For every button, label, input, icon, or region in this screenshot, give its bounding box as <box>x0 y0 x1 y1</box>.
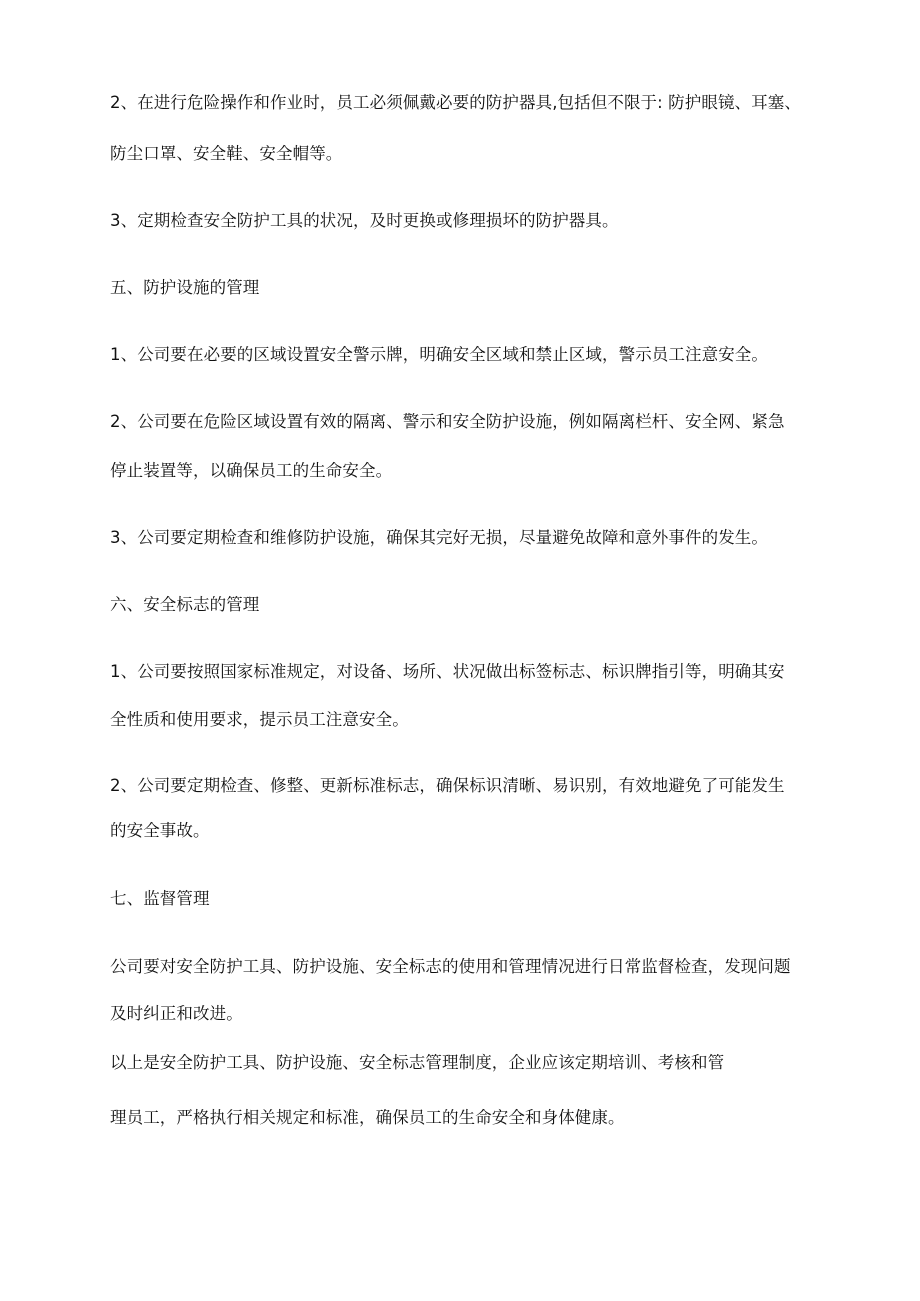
text-line: 全性质和使用要求，提示员工注意安全。 <box>110 710 409 729</box>
text-line: 的安全事故。 <box>110 821 210 840</box>
section-heading: 六、安全标志的管理 <box>110 595 260 614</box>
text-line: 3、公司要定期检查和维修防护设施，确保其完好无损，尽量避免故障和意外事件的发生。 <box>110 528 768 547</box>
text-line: 1、公司要按照国家标准规定，对设备、场所、状况做出标签标志、标识牌指引等，明确其安 <box>110 662 785 681</box>
text-line: 理员工，严格执行相关规定和标准，确保员工的生命安全和身体健康。 <box>110 1108 625 1127</box>
text-line: 公司要对安全防护工具、防护设施、安全标志的使用和管理情况进行日常监督检查，发现问题 <box>110 957 791 976</box>
text-line: 3、定期检查安全防护工具的状况，及时更换或修理损坏的防护器具。 <box>110 211 619 230</box>
text-line: 2、在进行危险操作和作业时，员工必须佩戴必要的防护器具,包括但不限于: 防护眼镜、耳塞、 <box>110 93 801 112</box>
text-line: 停止装置等，以确保员工的生命安全。 <box>110 461 393 480</box>
section-heading: 七、监督管理 <box>110 889 210 908</box>
text-line: 及时纠正和改进。 <box>110 1004 243 1023</box>
section-heading: 五、防护设施的管理 <box>110 278 260 297</box>
text-line: 2、公司要定期检查、修整、更新标准标志，确保标识清晰、易识别，有效地避免了可能发生 <box>110 776 785 795</box>
text-line: 1、公司要在必要的区域设置安全警示牌，明确安全区域和禁止区域，警示员工注意安全。 <box>110 345 768 364</box>
text-line: 以上是安全防护工具、防护设施、安全标志管理制度，企业应该定期培训、考核和管 <box>110 1053 725 1072</box>
text-line: 2、公司要在危险区域设置有效的隔离、警示和安全防护设施，例如隔离栏杆、安全网、紧急 <box>110 412 785 431</box>
text-line: 防尘口罩、安全鞋、安全帽等。 <box>110 144 343 163</box>
